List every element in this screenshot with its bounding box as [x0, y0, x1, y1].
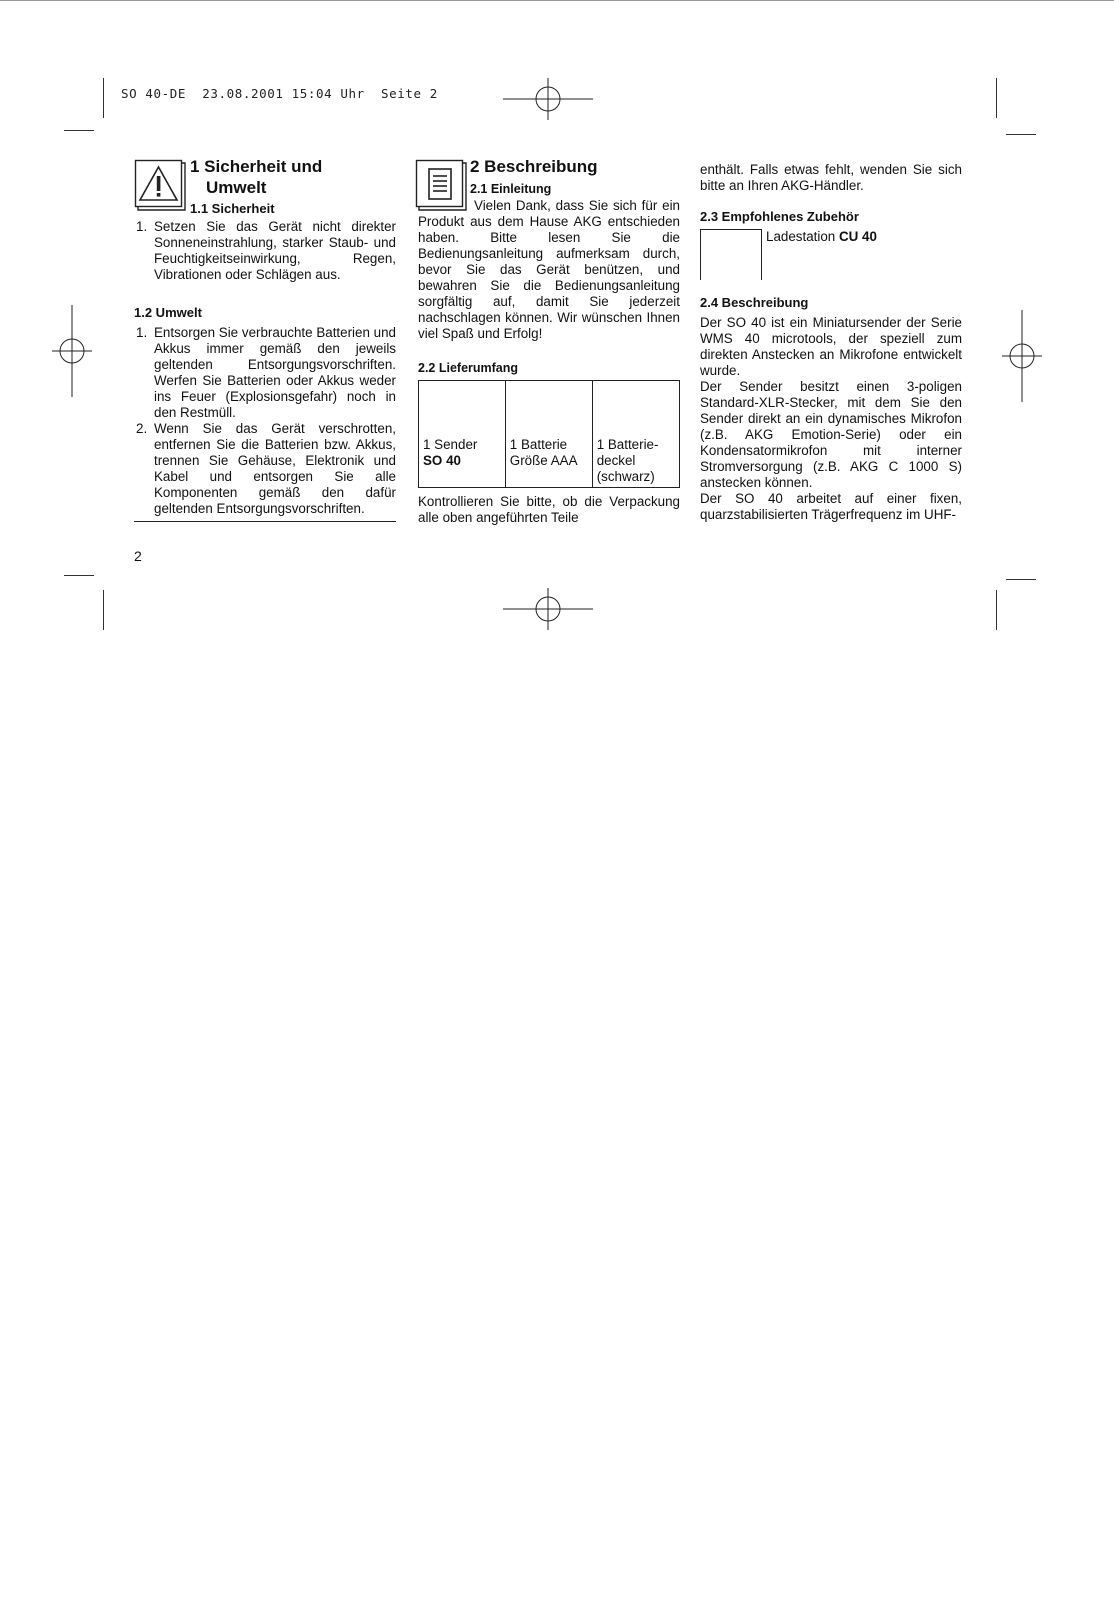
crop-mark — [1006, 134, 1036, 135]
subsection-2-1-title: 2.1 Einleitung — [470, 182, 552, 196]
subsection-2-3-title: 2.3 Empfohlenes Zubehör — [700, 209, 859, 224]
description-paragraph-1: Der SO 40 ist ein Miniatursender der Serie WMS 40 microtools, der speziell zum direkten Anstecken an Mikrofone entwickelt wurde. — [700, 315, 962, 378]
column-3 — [700, 162, 962, 523]
crop-mark — [996, 590, 997, 630]
scope-item-line2: deckel — [596, 453, 636, 468]
accessory-row — [700, 229, 962, 283]
scope-item-line3 — [423, 469, 501, 485]
registration-mark — [503, 588, 593, 630]
print-header: SO 40-DE 23.08.2001 15:04 Uhr Seite 2 — [121, 86, 438, 101]
list-item-text: Wenn Sie das Gerät verschrotten, entfernen Sie die Batterien bzw. Akkus, trennen Sie Gehäuse, Elektronik und Kabel und entsorgen Sie alle Komponenten gemäß den dafür geltenden Entsorgungsvorschriften. — [154, 421, 396, 516]
accessory-label — [766, 229, 877, 245]
crop-mark — [1006, 579, 1036, 580]
accessory-image-placeholder — [700, 229, 762, 280]
crop-mark — [64, 130, 94, 131]
safety-list — [134, 219, 396, 283]
list-item-text: Setzen Sie das Gerät nicht direkter Sonneneinstrahlung, starker Staub- und Feuchtigkeitseinwirkung, Regen, Vibrationen oder Schlägen aus. — [154, 219, 396, 282]
scope-cell — [592, 381, 679, 488]
continuation-paragraph: enthält. Falls etwas fehlt, wenden Sie sich bitte an Ihren AKG-Händler. — [700, 162, 962, 193]
subsection-1-2-title: 1.2 Umwelt — [134, 305, 202, 320]
list-item-number: 1. — [136, 219, 148, 234]
section-1-title-line2: Umwelt — [206, 178, 267, 197]
section-2-title: 2 Beschreibung — [470, 157, 598, 176]
intro-paragraph — [418, 198, 680, 342]
description-paragraph-2: Der Sender besitzt einen 3-poligen Standard-XLR-Stecker, mit dem Sie den Sender direkt an ein dynamisches Mikrofon (z.B. AKG Emotion-Serie) oder ein Kondensatormikrofon mit interner Stromversorgung (z.B. AKG C 1000 S) anstecken können. — [700, 379, 962, 490]
description-paragraph-3: Der SO 40 arbeitet auf einer fixen, quarzstabilisierten Trägerfrequenz im UHF- — [700, 491, 962, 522]
registration-mark — [503, 78, 593, 120]
check-paragraph: Kontrollieren Sie bitte, ob die Verpackung alle oben angeführten Teile — [418, 494, 680, 525]
section-1-heading — [190, 156, 396, 217]
scope-cell — [419, 381, 506, 488]
list-item-number: 1. — [136, 325, 148, 340]
subsection-2-2-title: 2.2 Lieferumfang — [418, 361, 519, 375]
top-edge-line — [0, 0, 1114, 1]
accessory-model: CU 40 — [838, 229, 877, 244]
section-2-heading — [470, 156, 680, 197]
list-item-text: Entsorgen Sie verbrauchte Batterien und Akkus immer gemäß den jeweils geltenden Entsorgungsvorschriften. Werfen Sie Batterien oder Akkus weder ins Feuer (Explosionsgefahr) noch in den Restmüll. — [154, 325, 396, 420]
scope-item-line3: (schwarz) — [596, 469, 655, 484]
column-2 — [418, 156, 680, 526]
intro-text: Vielen Dank, dass Sie sich für ein Produkt aus dem Hause AKG entschieden haben. Bitte lesen Sie die Bedienungsanleitung aufmerksam durch, bevor Sie das Gerät benützen, und bewahren Sie die Bedienungsanleitung sorgfältig auf, damit Sie jederzeit nachschlagen können. Wir wünschen Ihnen viel Spaß und Erfolg! — [418, 198, 680, 341]
list-item-number: 2. — [136, 421, 148, 436]
crop-mark — [996, 78, 997, 118]
column-1 — [134, 156, 396, 522]
list-item — [134, 219, 396, 283]
accessory-prefix: Ladestation — [766, 229, 839, 244]
page-number: 2 — [134, 548, 142, 564]
subsection-1-1-title: 1.1 Sicherheit — [190, 201, 275, 216]
scope-item-line1: 1 Batterie- — [596, 437, 659, 452]
subsection-2-4-title: 2.4 Beschreibung — [700, 295, 809, 310]
scope-item-line1: 1 Batterie — [509, 437, 568, 452]
scope-item-line2: SO 40 — [423, 453, 461, 468]
registration-mark — [1002, 310, 1042, 402]
scope-item-line2: Größe AAA — [509, 453, 578, 468]
crop-mark — [103, 78, 104, 118]
section-divider — [134, 521, 396, 522]
registration-mark — [52, 305, 92, 397]
scope-item-line1: 1 Sender — [423, 437, 478, 452]
scope-cell — [505, 381, 592, 488]
list-item — [134, 325, 396, 421]
environment-list — [134, 325, 396, 517]
scope-of-delivery-table — [418, 380, 680, 488]
scope-item-line3 — [510, 469, 588, 485]
crop-mark — [103, 590, 104, 630]
list-item — [134, 421, 396, 517]
section-1-title-line1: 1 Sicherheit und — [190, 157, 323, 176]
crop-mark — [64, 575, 94, 576]
